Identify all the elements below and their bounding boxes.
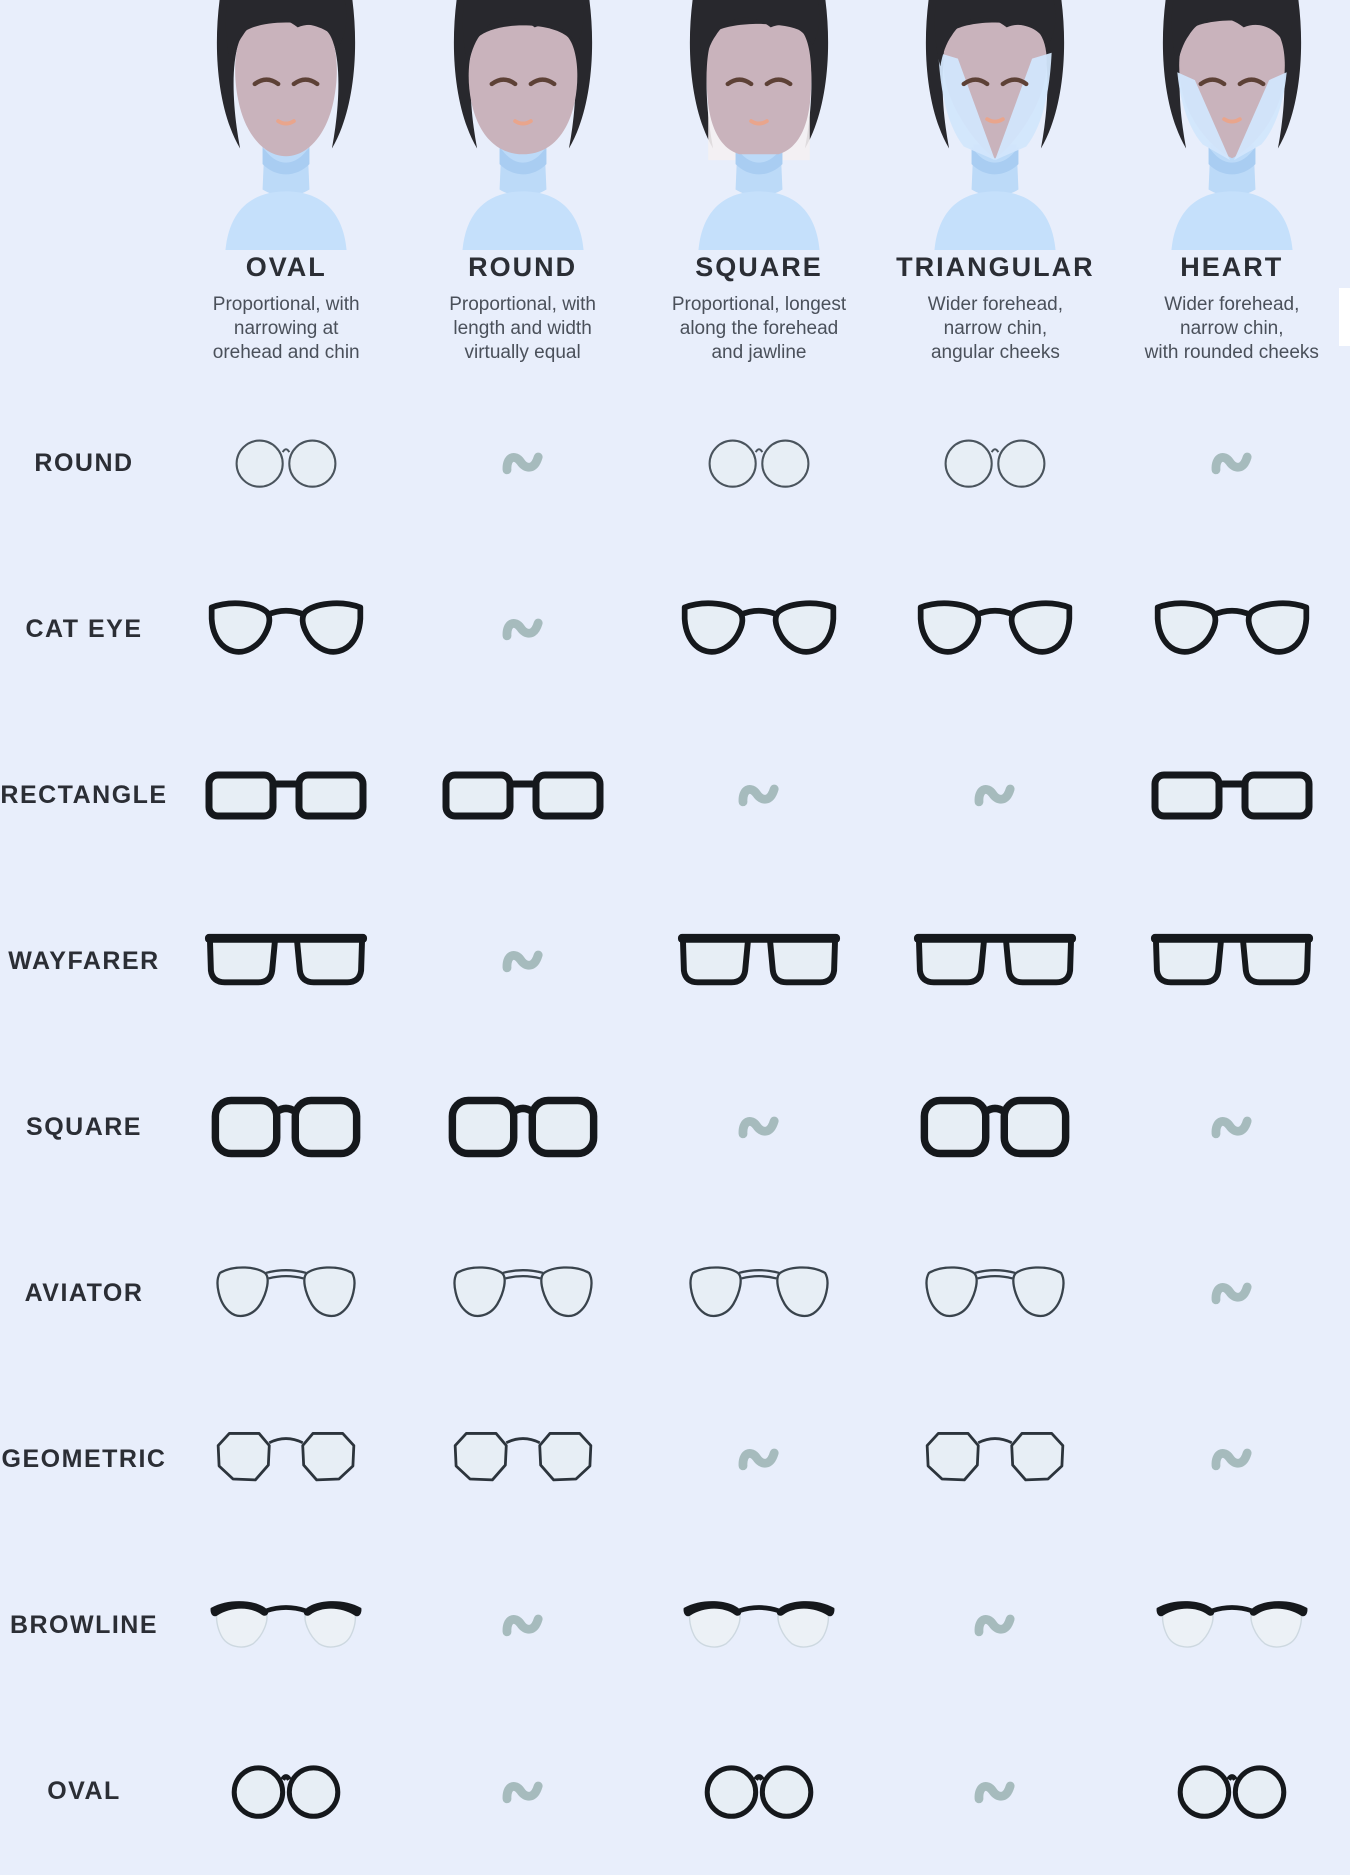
not-suitable-squiggle-icon	[971, 777, 1019, 812]
cell-square-oval	[168, 1044, 404, 1210]
face-shape-description: Wider forehead, narrow chin, angular cheeks	[927, 294, 1063, 363]
not-suitable-squiggle-icon	[735, 777, 783, 812]
geometric-glasses-icon	[444, 1426, 602, 1491]
cell-wayfarer-round	[404, 878, 640, 1044]
round-glasses-icon	[216, 434, 356, 492]
aviator-glasses-icon	[917, 1261, 1073, 1325]
square-glasses-icon	[207, 1094, 365, 1159]
face-shape-label: ROUND	[468, 252, 578, 282]
matrix-row-wayfarer	[0, 878, 1350, 1044]
square-face-illustration	[671, 0, 847, 250]
matrix-row-square	[0, 1044, 1350, 1210]
not-suitable-squiggle-icon	[1208, 1441, 1256, 1476]
cell-browline-square	[641, 1542, 877, 1708]
wayfarer-glasses-icon	[911, 926, 1079, 995]
oval-glasses-icon	[1161, 1762, 1303, 1820]
column-header-oval	[168, 0, 404, 380]
cell-round-heart	[1114, 380, 1350, 546]
cell-wayfarer-square	[641, 878, 877, 1044]
cell-round-square	[641, 380, 877, 546]
row-label-cat-eye: CAT EYE	[25, 614, 143, 643]
aviator-glasses-icon	[681, 1261, 837, 1325]
cell-round-triangular	[877, 380, 1113, 546]
round-glasses-icon	[689, 434, 829, 492]
right-edge-white-artifact	[1339, 288, 1350, 346]
cell-wayfarer-heart	[1114, 878, 1350, 1044]
column-header-square	[641, 0, 877, 380]
cell-aviator-heart	[1114, 1210, 1350, 1376]
matrix-row-aviator	[0, 1210, 1350, 1376]
column-header-triangular	[877, 0, 1113, 380]
not-suitable-squiggle-icon	[499, 943, 547, 978]
column-header-heart	[1114, 0, 1350, 380]
matrix-row-oval	[0, 1708, 1350, 1875]
row-label-rectangle: RECTANGLE	[0, 780, 168, 809]
cell-cat-eye-heart	[1114, 546, 1350, 712]
cell-browline-triangular	[877, 1542, 1113, 1708]
row-label-round: ROUND	[34, 448, 134, 477]
cell-geometric-heart	[1114, 1376, 1350, 1542]
cell-aviator-triangular	[877, 1210, 1113, 1376]
rectangle-glasses-icon	[438, 760, 608, 830]
cell-cat-eye-oval	[168, 546, 404, 712]
cell-square-round	[404, 1044, 640, 1210]
row-label-browline: BROWLINE	[9, 1610, 159, 1639]
cell-rectangle-heart	[1114, 712, 1350, 878]
aviator-glasses-icon	[445, 1261, 601, 1325]
not-suitable-squiggle-icon	[1208, 1109, 1256, 1144]
not-suitable-squiggle-icon	[735, 1109, 783, 1144]
cat-eye-glasses-icon	[1151, 596, 1313, 663]
browline-glasses-icon	[206, 1592, 366, 1658]
square-glasses-icon	[916, 1094, 1074, 1159]
face-shape-description: Proportional, with narrowing at orehead and chin	[212, 294, 360, 363]
cell-aviator-oval	[168, 1210, 404, 1376]
not-suitable-squiggle-icon	[971, 1774, 1019, 1809]
row-label-geometric: GEOMETRIC	[1, 1444, 167, 1473]
matrix-row-geometric	[0, 1376, 1350, 1542]
cell-oval-triangular	[877, 1708, 1113, 1875]
matrix-row-rectangle	[0, 712, 1350, 878]
not-suitable-squiggle-icon	[1208, 1275, 1256, 1310]
cell-geometric-round	[404, 1376, 640, 1542]
rectangle-glasses-icon	[201, 760, 371, 830]
wayfarer-glasses-icon	[1148, 926, 1316, 995]
face-shape-label: OVAL	[245, 252, 327, 282]
matrix-row-browline	[0, 1542, 1350, 1708]
oval-glasses-icon	[688, 1762, 830, 1820]
cell-cat-eye-square	[641, 546, 877, 712]
cell-round-oval	[168, 380, 404, 546]
face-shape-description: Wider forehead, narrow chin, with rounded cheeks	[1144, 294, 1319, 363]
matrix-row-round	[0, 380, 1350, 546]
cat-eye-glasses-icon	[678, 596, 840, 663]
not-suitable-squiggle-icon	[499, 445, 547, 480]
face-shape-label: SQUARE	[695, 252, 823, 282]
cat-eye-glasses-icon	[914, 596, 1076, 663]
cell-cat-eye-round	[404, 546, 640, 712]
not-suitable-squiggle-icon	[1208, 445, 1256, 480]
browline-glasses-icon	[679, 1592, 839, 1658]
frames-matrix	[0, 380, 1350, 1875]
cell-browline-heart	[1114, 1542, 1350, 1708]
aviator-glasses-icon	[208, 1261, 364, 1325]
cell-oval-square	[641, 1708, 877, 1875]
cell-browline-round	[404, 1542, 640, 1708]
geometric-glasses-icon	[916, 1426, 1074, 1491]
cell-cat-eye-triangular	[877, 546, 1113, 712]
round-glasses-icon	[925, 434, 1065, 492]
oval-face-illustration	[198, 0, 374, 250]
browline-glasses-icon	[1152, 1592, 1312, 1658]
matrix-row-cat-eye	[0, 546, 1350, 712]
cell-aviator-square	[641, 1210, 877, 1376]
heart-face-illustration	[1144, 0, 1320, 250]
header-spacer	[0, 0, 168, 380]
cell-geometric-square	[641, 1376, 877, 1542]
cell-oval-oval	[168, 1708, 404, 1875]
cell-oval-round	[404, 1708, 640, 1875]
cell-browline-oval	[168, 1542, 404, 1708]
face-shape-description: Proportional, longest along the forehead and jawline	[671, 294, 847, 363]
cell-square-triangular	[877, 1044, 1113, 1210]
cell-wayfarer-triangular	[877, 878, 1113, 1044]
row-label-wayfarer: WAYFARER	[8, 946, 160, 975]
cell-geometric-triangular	[877, 1376, 1113, 1542]
triangular-face-illustration	[907, 0, 1083, 250]
row-label-oval: OVAL	[47, 1777, 121, 1805]
face-shape-label: HEART	[1180, 252, 1284, 282]
cell-oval-heart	[1114, 1708, 1350, 1875]
row-label-aviator: AVIATOR	[24, 1278, 144, 1307]
not-suitable-squiggle-icon	[971, 1607, 1019, 1642]
cell-rectangle-square	[641, 712, 877, 878]
not-suitable-squiggle-icon	[735, 1441, 783, 1476]
cell-wayfarer-oval	[168, 878, 404, 1044]
wayfarer-glasses-icon	[675, 926, 843, 995]
cat-eye-glasses-icon	[205, 596, 367, 663]
oval-glasses-icon	[215, 1762, 357, 1820]
not-suitable-squiggle-icon	[499, 1774, 547, 1809]
wayfarer-glasses-icon	[202, 926, 370, 995]
rectangle-glasses-icon	[1147, 760, 1317, 830]
geometric-glasses-icon	[207, 1426, 365, 1491]
face-shape-description: Proportional, with length and width virtually equal	[449, 294, 596, 363]
cell-round-round	[404, 380, 640, 546]
cell-rectangle-oval	[168, 712, 404, 878]
cell-square-heart	[1114, 1044, 1350, 1210]
row-label-square: SQUARE	[26, 1112, 142, 1141]
face-shapes-header	[0, 0, 1350, 380]
cell-rectangle-triangular	[877, 712, 1113, 878]
round-face-illustration	[435, 0, 611, 250]
cell-geometric-oval	[168, 1376, 404, 1542]
column-header-round	[404, 0, 640, 380]
cell-rectangle-round	[404, 712, 640, 878]
not-suitable-squiggle-icon	[499, 1607, 547, 1642]
cell-aviator-round	[404, 1210, 640, 1376]
not-suitable-squiggle-icon	[499, 611, 547, 646]
square-glasses-icon	[444, 1094, 602, 1159]
cell-square-square	[641, 1044, 877, 1210]
face-shape-label: TRIANGULAR	[896, 252, 1095, 282]
